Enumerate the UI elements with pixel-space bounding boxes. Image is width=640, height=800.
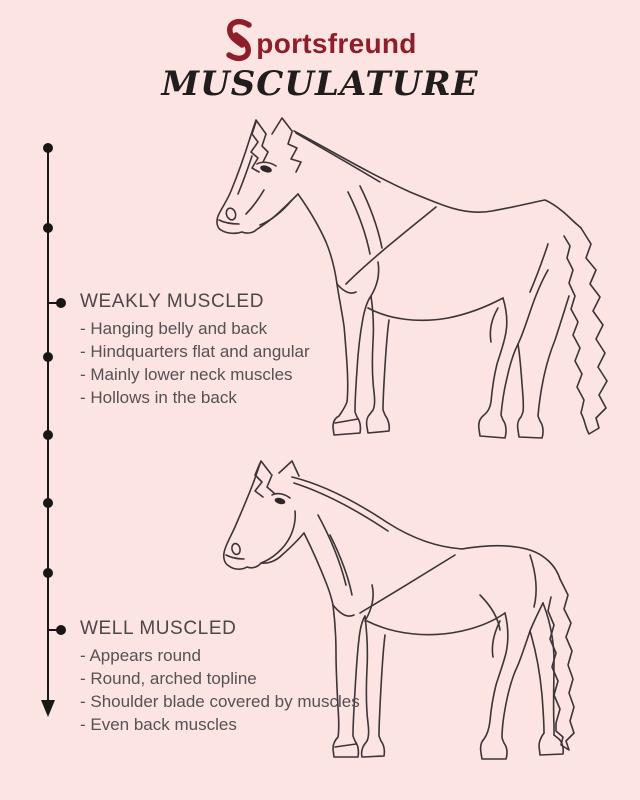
logo-text: portsfreund [256, 28, 417, 59]
timeline-branch-dot [57, 299, 66, 308]
bullet-item: - Hanging belly and back [80, 319, 268, 338]
bullet-item: - Hollows in the back [80, 388, 237, 407]
logo-s-icon [223, 16, 255, 64]
bullet-item: - Hindquarters flat and angular [80, 342, 310, 361]
bullet-item: - Even back muscles [80, 715, 237, 734]
horse-ear [279, 461, 299, 476]
timeline-dot [44, 499, 53, 508]
bullet-list-well [80, 644, 360, 736]
timeline-dot [44, 353, 53, 362]
horse-ear [272, 118, 292, 134]
timeline-dot [44, 144, 53, 153]
horse-eye [274, 497, 286, 506]
horse-eye [259, 164, 272, 174]
timeline-dot [44, 569, 53, 578]
section-weakly-muscled [80, 291, 310, 409]
timeline-dot [44, 431, 53, 440]
page-title: MUSCULATURE [161, 64, 479, 104]
section-well-muscled [80, 618, 360, 736]
bullet-item: - Round, arched topline [80, 669, 257, 688]
section-heading-well: WELL MUSCLED [80, 618, 237, 639]
bullet-item: - Shoulder blade covered by muscles [80, 692, 360, 711]
timeline-arrow-icon [41, 700, 55, 717]
section-heading-weak: WEAKLY MUSCLED [80, 291, 265, 312]
bullet-item: - Appears round [80, 646, 201, 665]
timeline-branch-dot [57, 626, 66, 635]
timeline-dot [44, 224, 53, 233]
bullet-item: - Mainly lower neck muscles [80, 365, 293, 384]
bullet-list-weak [80, 317, 310, 409]
